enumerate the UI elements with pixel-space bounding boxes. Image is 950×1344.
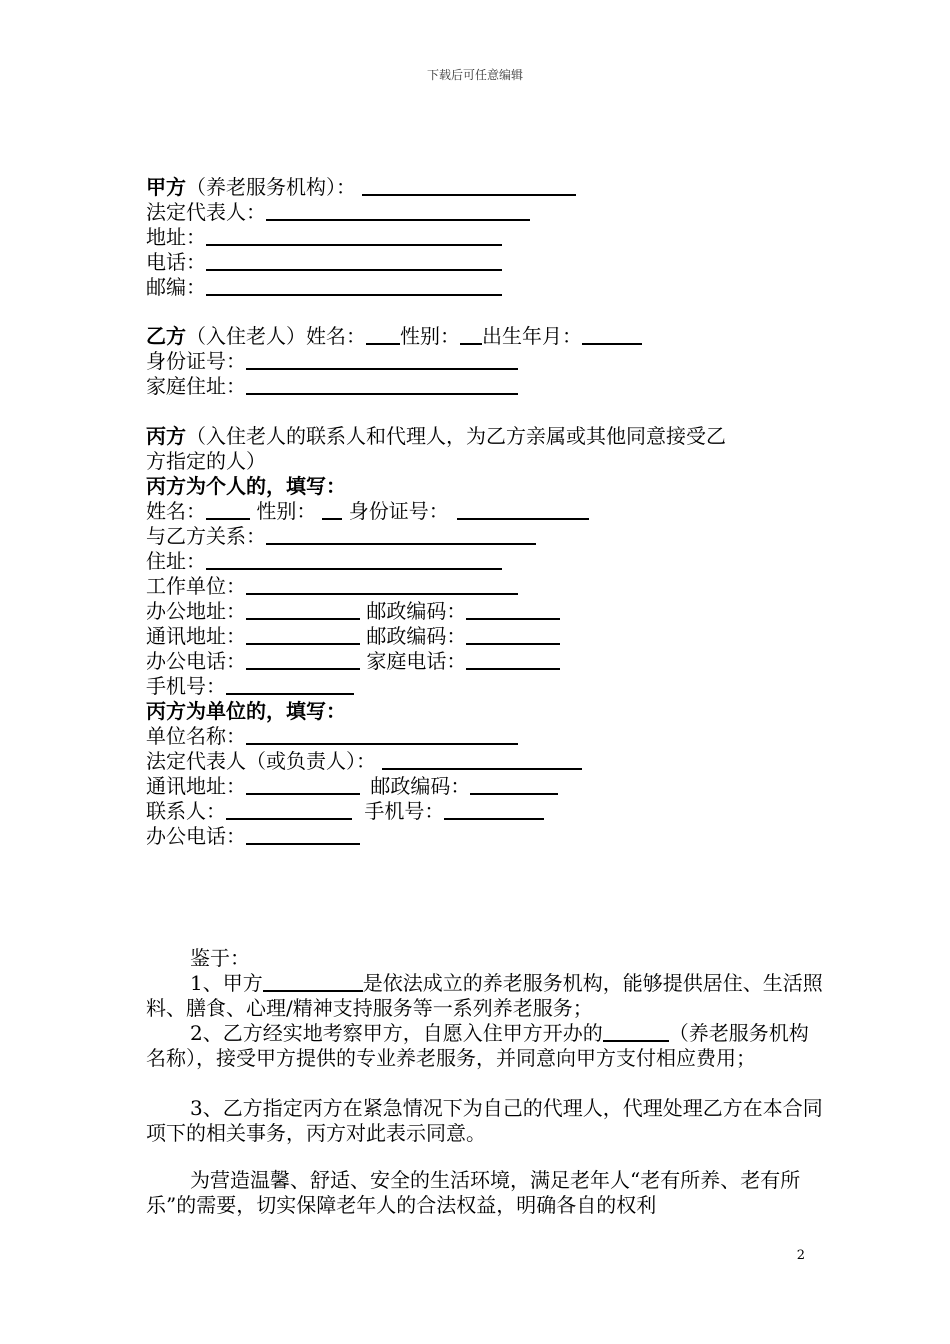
party-c-office-phone-blank[interactable] — [246, 650, 360, 670]
party-c-org-contact-line — [146, 799, 544, 824]
party-b-title: 乙方 — [146, 324, 186, 348]
party-c-org-contact-blank[interactable] — [226, 800, 352, 820]
party-c-org-heading: 丙方为单位的，填写： — [146, 699, 346, 723]
party-c-address-blank[interactable] — [206, 550, 502, 570]
party-c-desc-1: （入住老人的联系人和代理人，为乙方亲属或其他同意接受乙 — [186, 424, 726, 448]
party-b-line — [146, 324, 642, 349]
party-b-address-blank[interactable] — [246, 375, 518, 395]
party-c-org-mobile-label: 手机号： — [364, 799, 445, 823]
party-c-org-legal-rep-line — [146, 749, 582, 774]
party-c-relation-blank[interactable] — [266, 525, 536, 545]
recitals-intro: 鉴于： — [190, 946, 250, 970]
recital-item-1-b: 是依法成立的养老服务机构，能够提供居住、生活照料、膳食、心理/精神支持服务等一系列养老服务； — [146, 971, 823, 1020]
party-a-address-line — [146, 225, 502, 250]
party-c-name-label: 姓名： — [146, 499, 206, 523]
party-c-line-2 — [146, 449, 266, 474]
party-c-mobile-blank[interactable] — [226, 675, 354, 695]
party-c-org-mail-line — [146, 774, 558, 799]
party-b-birth-blank[interactable] — [582, 325, 642, 345]
party-c-org-office-phone-line — [146, 824, 360, 849]
party-c-gender-blank[interactable] — [322, 500, 342, 520]
party-b-gender-label: 性别： — [400, 324, 460, 348]
party-a-legal-rep-label: 法定代表人： — [146, 200, 266, 224]
party-b-address-line — [146, 374, 518, 399]
recital-item-2 — [146, 1021, 826, 1071]
party-b-id-blank[interactable] — [246, 350, 518, 370]
party-c-postal-code-label: 邮政编码： — [366, 599, 467, 623]
party-c-org-postal-code-blank[interactable] — [470, 775, 558, 795]
party-c-org-name-label: 单位名称： — [146, 724, 246, 748]
party-a-address-blank[interactable] — [206, 226, 502, 246]
party-a-phone-blank[interactable] — [206, 251, 502, 271]
party-c-employer-label: 工作单位： — [146, 574, 246, 598]
party-c-id-blank[interactable] — [457, 500, 589, 520]
party-c-org-mail-label: 通讯地址： — [146, 774, 246, 798]
party-c-line-1 — [146, 424, 726, 449]
recital-item-2-a: 2、乙方经实地考察甲方，自愿入住甲方开办的 — [190, 1021, 603, 1045]
party-c-org-contact-label: 联系人： — [146, 799, 226, 823]
party-c-office-address-blank[interactable] — [246, 600, 360, 620]
party-c-org-legal-rep-label: 法定代表人（或负责人）： — [146, 749, 376, 773]
party-c-postal-code-2-blank[interactable] — [466, 625, 560, 645]
party-c-org-name-blank[interactable] — [246, 725, 518, 745]
party-c-org-mobile-blank[interactable] — [444, 800, 544, 820]
party-a-legal-rep-blank[interactable] — [266, 201, 530, 221]
party-c-mobile-line — [146, 674, 354, 699]
party-c-org-legal-rep-blank[interactable] — [382, 750, 582, 770]
recital-item-2-blank[interactable] — [603, 1022, 669, 1042]
party-c-name-line — [146, 499, 589, 524]
party-c-relation-label: 与乙方关系： — [146, 524, 266, 548]
party-c-desc-2: 方指定的人） — [146, 449, 266, 473]
party-c-mail-address-line — [146, 624, 560, 649]
party-c-office-phone-label: 办公电话： — [146, 649, 246, 673]
party-c-office-address-label: 办公地址： — [146, 599, 246, 623]
party-a-title: 甲方 — [146, 175, 186, 199]
party-b-id-line — [146, 349, 518, 374]
party-c-org-office-phone-blank[interactable] — [246, 825, 360, 845]
party-c-mail-address-blank[interactable] — [246, 625, 360, 645]
party-c-office-address-line — [146, 599, 560, 624]
page-number: 2 — [796, 1248, 805, 1263]
recital-item-3: 3、乙方指定丙方在紧急情况下为自己的代理人，代理处理乙方在本合同项下的相关事务，丙方对此表示同意。 — [146, 1096, 823, 1145]
party-c-home-phone-label: 家庭电话： — [366, 649, 467, 673]
party-a-name-blank[interactable] — [362, 176, 576, 196]
party-c-name-blank[interactable] — [206, 500, 250, 520]
party-c-address-line — [146, 549, 502, 574]
recital-item-1-a: 1、甲方 — [190, 971, 263, 995]
party-b-id-label: 身份证号： — [146, 349, 246, 373]
recital-item-1-blank[interactable] — [263, 972, 363, 992]
closing-paragraph: 为营造温馨、舒适、安全的生活环境，满足老年人“老有所养、老有所乐”的需要，切实保障老年人的合法权益，明确各自的权利 — [146, 1168, 801, 1217]
party-c-mail-address-label: 通讯地址： — [146, 624, 246, 648]
party-c-org-name-line — [146, 724, 518, 749]
party-a-postcode-blank[interactable] — [206, 276, 502, 296]
party-a-postcode-line — [146, 275, 502, 300]
party-a-postcode-label: 邮编： — [146, 275, 206, 299]
party-c-title: 丙方 — [146, 424, 186, 448]
party-b-gender-blank[interactable] — [460, 325, 482, 345]
recital-item-1 — [146, 971, 826, 1021]
party-c-relation-line — [146, 524, 536, 549]
party-c-postal-code-blank[interactable] — [466, 600, 560, 620]
party-c-employer-blank[interactable] — [246, 575, 518, 595]
party-b-address-label: 家庭住址： — [146, 374, 246, 398]
party-c-gender-label: 性别： — [256, 499, 317, 523]
party-b-birth-label: 出生年月： — [482, 324, 582, 348]
party-c-org-mail-blank[interactable] — [246, 775, 360, 795]
party-c-individual-heading: 丙方为个人的，填写： — [146, 474, 346, 498]
party-c-postal-code-2-label: 邮政编码： — [366, 624, 467, 648]
party-a-line — [146, 175, 576, 200]
recital-item-2-b: （养老服务机构名称），接受甲方提供的专业养老服务，并同意向甲方支付相应费用； — [146, 1021, 809, 1070]
party-c-employer-line — [146, 574, 518, 599]
party-c-mobile-label: 手机号： — [146, 674, 226, 698]
party-a-address-label: 地址： — [146, 225, 206, 249]
party-a-desc: （养老服务机构）： — [186, 175, 356, 199]
party-a-phone-label: 电话： — [146, 250, 206, 274]
header-watermark: 下载后可任意编辑 — [426, 68, 523, 82]
party-b-name-blank[interactable] — [366, 325, 400, 345]
party-c-org-postal-code-label: 邮政编码： — [370, 774, 471, 798]
party-c-org-office-phone-label: 办公电话： — [146, 824, 246, 848]
party-c-id-label: 身份证号： — [348, 499, 449, 523]
party-b-desc: （入住老人）姓名： — [186, 324, 366, 348]
party-c-address-label: 住址： — [146, 549, 206, 573]
party-a-legal-rep-line — [146, 200, 530, 225]
party-c-office-phone-line — [146, 649, 560, 674]
party-a-phone-line — [146, 250, 502, 275]
party-c-home-phone-blank[interactable] — [466, 650, 560, 670]
